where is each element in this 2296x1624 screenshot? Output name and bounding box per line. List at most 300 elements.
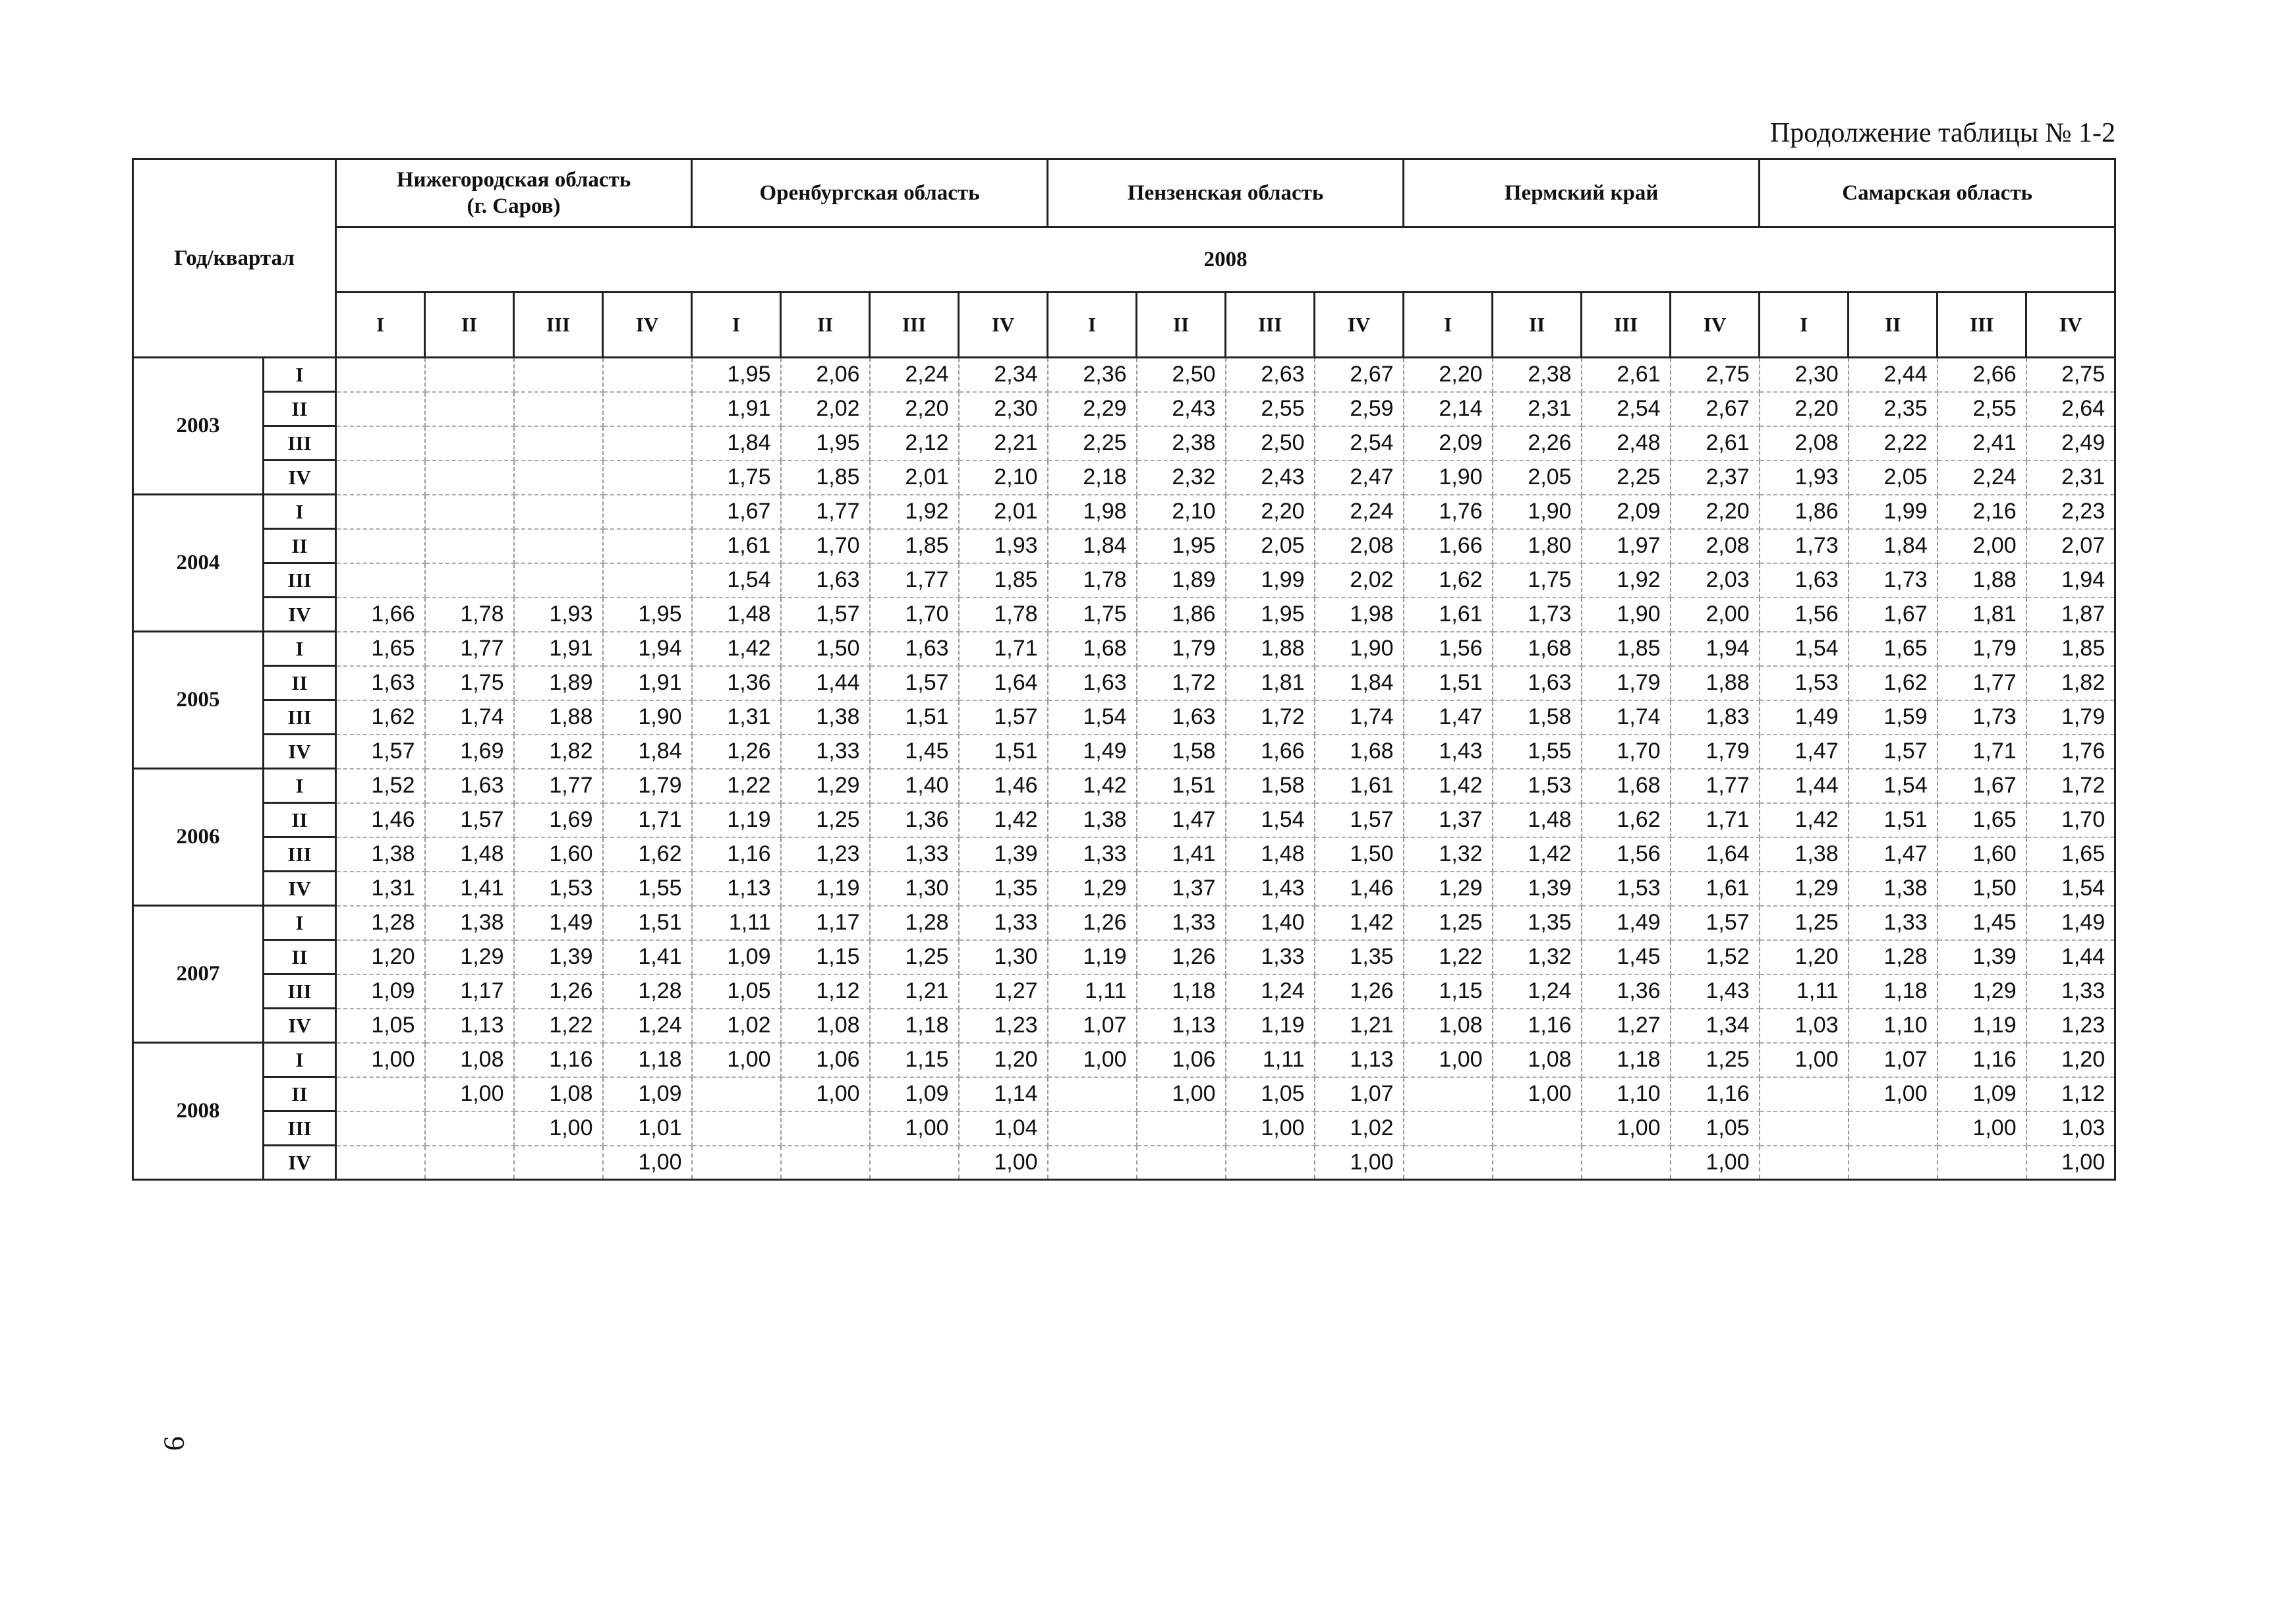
- value-cell: 1,33: [2026, 974, 2115, 1009]
- value-cell: 1,84: [1849, 529, 1937, 563]
- value-cell: 1,02: [692, 1009, 781, 1043]
- value-cell: 1,09: [603, 1077, 692, 1111]
- value-cell: 1,62: [1404, 563, 1493, 598]
- value-cell: 1,06: [1137, 1043, 1226, 1077]
- value-cell: 1,19: [1048, 940, 1137, 974]
- value-cell: [425, 392, 514, 426]
- value-cell: 1,79: [1582, 666, 1671, 700]
- value-cell: 1,63: [870, 632, 959, 666]
- table-row: [133, 1009, 2115, 1043]
- value-cell: 1,00: [781, 1077, 870, 1111]
- value-cell: 1,90: [1582, 598, 1671, 632]
- table-row: [133, 837, 2115, 872]
- value-cell: [603, 358, 692, 392]
- value-cell: [781, 1146, 870, 1180]
- value-cell: 2,44: [1849, 358, 1937, 392]
- table-row: [133, 598, 2115, 632]
- value-cell: 1,74: [425, 700, 514, 735]
- base-year-header-row: [133, 227, 2115, 293]
- value-cell: 2,47: [1315, 461, 1404, 495]
- value-cell: 2,09: [1582, 495, 1671, 529]
- value-cell: 2,32: [1137, 461, 1226, 495]
- value-cell: 1,67: [1849, 598, 1937, 632]
- value-cell: 1,89: [514, 666, 603, 700]
- value-cell: [336, 1077, 425, 1111]
- value-cell: 1,57: [781, 598, 870, 632]
- value-cell: 1,78: [1048, 563, 1137, 598]
- value-cell: 1,24: [1493, 974, 1582, 1009]
- quarter-cell: I: [264, 1043, 336, 1077]
- value-cell: 1,42: [959, 803, 1048, 837]
- quarter-header: I: [1048, 293, 1137, 358]
- value-cell: 1,54: [1048, 700, 1137, 735]
- value-cell: 1,33: [1226, 940, 1315, 974]
- value-cell: 1,35: [959, 872, 1048, 906]
- value-cell: 1,02: [1315, 1111, 1404, 1146]
- value-cell: 1,78: [959, 598, 1048, 632]
- region-header-row: [133, 159, 2115, 227]
- value-cell: 2,30: [1760, 358, 1849, 392]
- value-cell: [514, 1146, 603, 1180]
- value-cell: 1,42: [1315, 906, 1404, 940]
- quarter-cell: I: [264, 769, 336, 803]
- value-cell: 1,54: [1226, 803, 1315, 837]
- value-cell: 1,18: [603, 1043, 692, 1077]
- table-row: [133, 358, 2115, 392]
- value-cell: 1,54: [692, 563, 781, 598]
- value-cell: 1,09: [870, 1077, 959, 1111]
- value-cell: 1,49: [1048, 735, 1137, 769]
- value-cell: 1,33: [781, 735, 870, 769]
- value-cell: 1,88: [514, 700, 603, 735]
- value-cell: [1760, 1146, 1849, 1180]
- value-cell: 1,40: [1226, 906, 1315, 940]
- value-cell: 1,20: [2026, 1043, 2115, 1077]
- value-cell: 1,34: [1671, 1009, 1760, 1043]
- value-cell: 2,48: [1582, 426, 1671, 461]
- value-cell: 2,20: [870, 392, 959, 426]
- value-cell: 2,66: [1937, 358, 2026, 392]
- value-cell: 2,35: [1849, 392, 1937, 426]
- quarter-header: II: [781, 293, 870, 358]
- quarter-cell: IV: [264, 461, 336, 495]
- value-cell: 1,72: [1226, 700, 1315, 735]
- value-cell: 1,89: [1137, 563, 1226, 598]
- value-cell: 2,43: [1226, 461, 1315, 495]
- value-cell: 2,63: [1226, 358, 1315, 392]
- value-cell: 1,50: [781, 632, 870, 666]
- value-cell: 1,58: [1137, 735, 1226, 769]
- value-cell: 2,01: [959, 495, 1048, 529]
- value-cell: 2,20: [1226, 495, 1315, 529]
- value-cell: 1,56: [1404, 632, 1493, 666]
- value-cell: 2,67: [1671, 392, 1760, 426]
- value-cell: 1,44: [2026, 940, 2115, 974]
- value-cell: [425, 1146, 514, 1180]
- value-cell: 2,49: [2026, 426, 2115, 461]
- quarter-header: III: [1937, 293, 2026, 358]
- value-cell: 2,59: [1315, 392, 1404, 426]
- value-cell: 1,97: [1582, 529, 1671, 563]
- value-cell: [336, 495, 425, 529]
- quarter-header-row: [133, 293, 2115, 358]
- value-cell: 1,36: [870, 803, 959, 837]
- value-cell: [425, 529, 514, 563]
- quarter-cell: III: [264, 700, 336, 735]
- quarter-header: IV: [2026, 293, 2115, 358]
- value-cell: 1,63: [425, 769, 514, 803]
- value-cell: 1,68: [1048, 632, 1137, 666]
- value-cell: 1,42: [1760, 803, 1849, 837]
- quarter-header: I: [1760, 293, 1849, 358]
- value-cell: 1,31: [692, 700, 781, 735]
- value-cell: 1,94: [1671, 632, 1760, 666]
- value-cell: [336, 1111, 425, 1146]
- value-cell: 1,33: [1137, 906, 1226, 940]
- value-cell: 1,38: [425, 906, 514, 940]
- value-cell: 2,67: [1315, 358, 1404, 392]
- value-cell: 2,24: [1937, 461, 2026, 495]
- value-cell: 1,29: [1760, 872, 1849, 906]
- value-cell: 1,82: [514, 735, 603, 769]
- quarter-cell: I: [264, 906, 336, 940]
- value-cell: 2,75: [1671, 358, 1760, 392]
- value-cell: 2,54: [1582, 392, 1671, 426]
- value-cell: 1,75: [425, 666, 514, 700]
- value-cell: 2,02: [1315, 563, 1404, 598]
- value-cell: [603, 563, 692, 598]
- value-cell: 1,08: [514, 1077, 603, 1111]
- value-cell: 1,46: [959, 769, 1048, 803]
- value-cell: 1,37: [1137, 872, 1226, 906]
- value-cell: 1,63: [1760, 563, 1849, 598]
- value-cell: 1,77: [425, 632, 514, 666]
- table-row: [133, 632, 2115, 666]
- value-cell: 1,85: [1582, 632, 1671, 666]
- value-cell: 1,14: [959, 1077, 1048, 1111]
- value-cell: [1760, 1077, 1849, 1111]
- value-cell: 2,08: [1671, 529, 1760, 563]
- value-cell: 2,05: [1849, 461, 1937, 495]
- value-cell: 1,22: [1404, 940, 1493, 974]
- value-cell: 1,72: [1137, 666, 1226, 700]
- value-cell: 1,61: [1404, 598, 1493, 632]
- value-cell: 1,05: [1226, 1077, 1315, 1111]
- value-cell: 1,63: [1137, 700, 1226, 735]
- value-cell: 1,43: [1404, 735, 1493, 769]
- value-cell: 1,30: [959, 940, 1048, 974]
- value-cell: [425, 563, 514, 598]
- value-cell: [1582, 1146, 1671, 1180]
- value-cell: 1,70: [2026, 803, 2115, 837]
- value-cell: 1,95: [692, 358, 781, 392]
- value-cell: 1,18: [1582, 1043, 1671, 1077]
- value-cell: 1,23: [781, 837, 870, 872]
- value-cell: 2,34: [959, 358, 1048, 392]
- value-cell: 1,76: [2026, 735, 2115, 769]
- value-cell: 1,16: [692, 837, 781, 872]
- value-cell: 1,07: [1849, 1043, 1937, 1077]
- quarter-cell: IV: [264, 735, 336, 769]
- value-cell: 1,91: [603, 666, 692, 700]
- value-cell: 1,00: [1582, 1111, 1671, 1146]
- value-cell: [425, 426, 514, 461]
- value-cell: 1,50: [1937, 872, 2026, 906]
- value-cell: 1,63: [1048, 666, 1137, 700]
- value-cell: 1,10: [1849, 1009, 1937, 1043]
- value-cell: 2,64: [2026, 392, 2115, 426]
- value-cell: 1,85: [2026, 632, 2115, 666]
- value-cell: 1,79: [2026, 700, 2115, 735]
- value-cell: [1493, 1111, 1582, 1146]
- value-cell: 1,72: [2026, 769, 2115, 803]
- value-cell: 1,15: [870, 1043, 959, 1077]
- quarter-cell: III: [264, 837, 336, 872]
- value-cell: 2,61: [1671, 426, 1760, 461]
- value-cell: [1137, 1111, 1226, 1146]
- value-cell: 2,41: [1937, 426, 2026, 461]
- value-cell: 1,00: [514, 1111, 603, 1146]
- value-cell: 1,49: [1760, 700, 1849, 735]
- value-cell: 1,15: [1404, 974, 1493, 1009]
- value-cell: 1,08: [425, 1043, 514, 1077]
- value-cell: 1,37: [1404, 803, 1493, 837]
- value-cell: 1,38: [336, 837, 425, 872]
- value-cell: 1,67: [1937, 769, 2026, 803]
- value-cell: 2,50: [1137, 358, 1226, 392]
- value-cell: 1,00: [1226, 1111, 1315, 1146]
- value-cell: 2,26: [1493, 426, 1582, 461]
- value-cell: 2,02: [781, 392, 870, 426]
- value-cell: 1,55: [1493, 735, 1582, 769]
- quarter-cell: II: [264, 1077, 336, 1111]
- quarter-cell: IV: [264, 598, 336, 632]
- quarter-cell: II: [264, 803, 336, 837]
- value-cell: 1,47: [1137, 803, 1226, 837]
- value-cell: 1,52: [336, 769, 425, 803]
- value-cell: 1,63: [1493, 666, 1582, 700]
- value-cell: 1,36: [692, 666, 781, 700]
- value-cell: 1,13: [1137, 1009, 1226, 1043]
- value-cell: 1,68: [1582, 769, 1671, 803]
- value-cell: 1,53: [1582, 872, 1671, 906]
- value-cell: 1,24: [603, 1009, 692, 1043]
- region-name: Нижегородская область: [396, 168, 631, 192]
- value-cell: 1,29: [1048, 872, 1137, 906]
- value-cell: 2,38: [1493, 358, 1582, 392]
- value-cell: 2,01: [870, 461, 959, 495]
- value-cell: 1,92: [870, 495, 959, 529]
- value-cell: 1,78: [425, 598, 514, 632]
- value-cell: 1,94: [603, 632, 692, 666]
- value-cell: [692, 1077, 781, 1111]
- value-cell: 1,29: [425, 940, 514, 974]
- value-cell: 1,48: [1493, 803, 1582, 837]
- value-cell: 2,06: [781, 358, 870, 392]
- value-cell: 1,47: [1404, 700, 1493, 735]
- region-name: Оренбургская область: [759, 181, 980, 205]
- value-cell: 1,65: [2026, 837, 2115, 872]
- value-cell: 1,41: [425, 872, 514, 906]
- table-row: [133, 700, 2115, 735]
- value-cell: 2,14: [1404, 392, 1493, 426]
- value-cell: 1,38: [1048, 803, 1137, 837]
- value-cell: [1937, 1146, 2026, 1180]
- value-cell: 1,39: [514, 940, 603, 974]
- value-cell: 2,09: [1404, 426, 1493, 461]
- year-cell: 2005: [133, 632, 264, 769]
- value-cell: 2,20: [1404, 358, 1493, 392]
- value-cell: 2,10: [1137, 495, 1226, 529]
- value-cell: 1,57: [1315, 803, 1404, 837]
- value-cell: 1,38: [781, 700, 870, 735]
- value-cell: 1,00: [425, 1077, 514, 1111]
- coefficient-table: [132, 158, 2116, 1181]
- value-cell: 1,08: [1404, 1009, 1493, 1043]
- value-cell: 1,85: [781, 461, 870, 495]
- value-cell: 2,22: [1849, 426, 1937, 461]
- value-cell: 2,55: [1226, 392, 1315, 426]
- value-cell: 1,47: [1849, 837, 1937, 872]
- value-cell: 1,71: [603, 803, 692, 837]
- value-cell: 1,00: [1048, 1043, 1137, 1077]
- value-cell: 1,22: [692, 769, 781, 803]
- value-cell: 1,66: [336, 598, 425, 632]
- value-cell: 1,90: [1493, 495, 1582, 529]
- value-cell: 1,76: [1404, 495, 1493, 529]
- value-cell: 1,47: [1760, 735, 1849, 769]
- quarter-cell: III: [264, 563, 336, 598]
- quarter-header: I: [692, 293, 781, 358]
- region-name: Пермский край: [1504, 181, 1659, 205]
- value-cell: 1,70: [870, 598, 959, 632]
- value-cell: 1,18: [870, 1009, 959, 1043]
- value-cell: 1,75: [1048, 598, 1137, 632]
- value-cell: 1,80: [1493, 529, 1582, 563]
- value-cell: 1,00: [692, 1043, 781, 1077]
- value-cell: 1,92: [1582, 563, 1671, 598]
- value-cell: 1,29: [781, 769, 870, 803]
- value-cell: 1,31: [336, 872, 425, 906]
- year-quarter-header: Год/квартал: [133, 159, 336, 358]
- region-name: Самарская область: [1842, 181, 2032, 205]
- value-cell: 1,53: [1760, 666, 1849, 700]
- value-cell: [1404, 1146, 1493, 1180]
- value-cell: 1,51: [1404, 666, 1493, 700]
- value-cell: 1,87: [2026, 598, 2115, 632]
- value-cell: 1,62: [1582, 803, 1671, 837]
- value-cell: 2,29: [1048, 392, 1137, 426]
- table-row: [133, 1111, 2115, 1146]
- value-cell: 1,71: [1937, 735, 2026, 769]
- value-cell: 1,59: [1849, 700, 1937, 735]
- value-cell: 1,18: [1137, 974, 1226, 1009]
- quarter-cell: I: [264, 632, 336, 666]
- value-cell: 1,91: [692, 392, 781, 426]
- value-cell: [1048, 1111, 1137, 1146]
- value-cell: [603, 392, 692, 426]
- table-row: [133, 940, 2115, 974]
- table-row: [133, 563, 2115, 598]
- value-cell: 1,95: [603, 598, 692, 632]
- value-cell: 1,85: [870, 529, 959, 563]
- value-cell: 1,82: [2026, 666, 2115, 700]
- value-cell: 1,49: [514, 906, 603, 940]
- region-header-penza: [1048, 159, 1404, 227]
- value-cell: 1,03: [2026, 1111, 2115, 1146]
- value-cell: 1,38: [1849, 872, 1937, 906]
- value-cell: 1,56: [1760, 598, 1849, 632]
- value-cell: [425, 1111, 514, 1146]
- value-cell: 1,84: [1048, 529, 1137, 563]
- value-cell: 1,55: [603, 872, 692, 906]
- value-cell: 1,00: [1493, 1077, 1582, 1111]
- value-cell: 2,36: [1048, 358, 1137, 392]
- value-cell: 2,05: [1226, 529, 1315, 563]
- quarter-header: IV: [1315, 293, 1404, 358]
- table-row: [133, 1043, 2115, 1077]
- base-year-header: 2008: [336, 227, 2115, 293]
- value-cell: 2,38: [1137, 426, 1226, 461]
- value-cell: 2,21: [959, 426, 1048, 461]
- value-cell: [425, 358, 514, 392]
- value-cell: 1,36: [1582, 974, 1671, 1009]
- value-cell: 1,73: [1937, 700, 2026, 735]
- value-cell: 2,23: [2026, 495, 2115, 529]
- value-cell: 1,64: [959, 666, 1048, 700]
- value-cell: 1,32: [1493, 940, 1582, 974]
- value-cell: 1,79: [603, 769, 692, 803]
- value-cell: 1,35: [1315, 940, 1404, 974]
- value-cell: 1,77: [781, 495, 870, 529]
- value-cell: 1,25: [870, 940, 959, 974]
- quarter-header: II: [1137, 293, 1226, 358]
- value-cell: 1,61: [692, 529, 781, 563]
- quarter-header: IV: [1671, 293, 1760, 358]
- value-cell: [514, 358, 603, 392]
- value-cell: 1,39: [1493, 872, 1582, 906]
- value-cell: [1048, 1077, 1137, 1111]
- value-cell: 1,74: [1315, 700, 1404, 735]
- value-cell: 1,00: [1760, 1043, 1849, 1077]
- value-cell: 1,11: [1226, 1043, 1315, 1077]
- quarter-header: III: [1582, 293, 1671, 358]
- value-cell: 1,95: [781, 426, 870, 461]
- value-cell: 1,69: [514, 803, 603, 837]
- quarter-cell: II: [264, 529, 336, 563]
- value-cell: 1,60: [514, 837, 603, 872]
- value-cell: 1,17: [425, 974, 514, 1009]
- value-cell: 1,00: [1404, 1043, 1493, 1077]
- value-cell: 1,33: [1048, 837, 1137, 872]
- value-cell: 1,00: [1315, 1146, 1404, 1180]
- value-cell: [603, 529, 692, 563]
- value-cell: 1,00: [2026, 1146, 2115, 1180]
- year-cell: 2003: [133, 358, 264, 495]
- value-cell: 1,70: [1582, 735, 1671, 769]
- value-cell: 1,60: [1937, 837, 2026, 872]
- value-cell: 1,00: [1137, 1077, 1226, 1111]
- value-cell: 1,83: [1671, 700, 1760, 735]
- value-cell: 1,49: [2026, 906, 2115, 940]
- table-row: [133, 906, 2115, 940]
- value-cell: 1,25: [1671, 1043, 1760, 1077]
- value-cell: 2,54: [1315, 426, 1404, 461]
- value-cell: 1,11: [692, 906, 781, 940]
- value-cell: 1,88: [1937, 563, 2026, 598]
- value-cell: 1,79: [1937, 632, 2026, 666]
- value-cell: 2,00: [1937, 529, 2026, 563]
